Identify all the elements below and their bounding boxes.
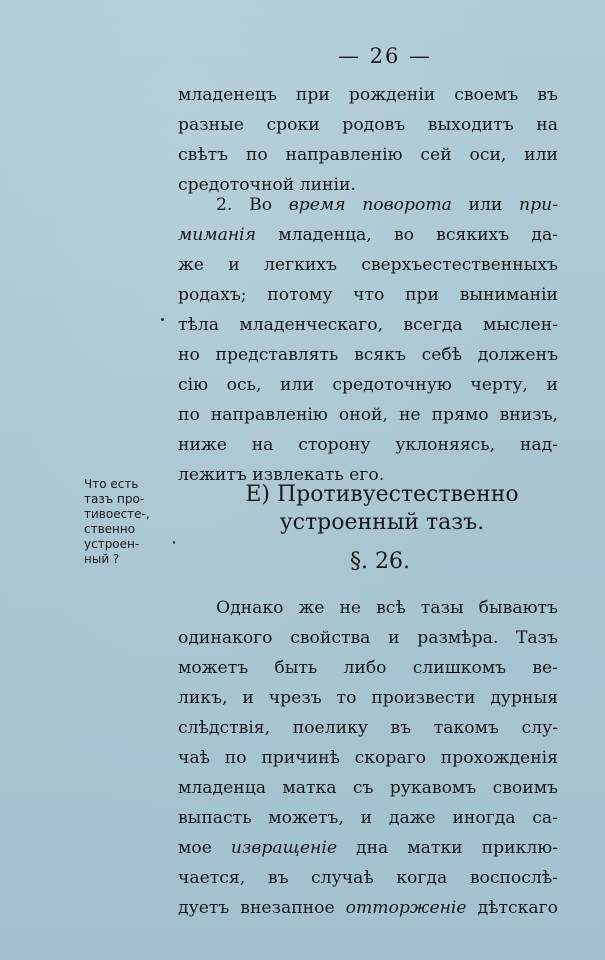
section-heading: Е) Противуестественно [245, 482, 519, 507]
text-line: одинакого свойства и размѣра. Тазъ [178, 628, 558, 648]
text-line: мое извращеніе дна матки приклю- [178, 838, 559, 858]
text-line: чаѣ по причинѣ скораго прохожденія [178, 748, 558, 768]
text-line: ликъ, и чрезъ то произвести дурныя [178, 688, 558, 708]
text-line: можетъ быть либо слишкомъ ве- [178, 658, 558, 678]
emphasized-term: при- [519, 195, 558, 215]
section-body [178, 593, 558, 923]
text-line: младенецъ при рожденіи своемъ въ [178, 85, 558, 105]
text-line: но представлять всякъ себѣ долженъ [178, 345, 558, 365]
text-line: миманія младенца, во всякихъ да- [178, 225, 558, 245]
text-line: 2. Во время поворота или при- [216, 195, 558, 215]
text-line: свѣтъ по направленію сей оси, или [178, 145, 558, 165]
margin-note-line: тазъ про- [84, 492, 145, 506]
text-line: ниже на сторону уклоняясь, над- [178, 435, 558, 455]
margin-note-line: тивоесте-, [84, 507, 150, 521]
margin-note-line: устроен- [84, 537, 140, 551]
margin-note-line: ный ? [84, 552, 120, 566]
margin-note-line: ственно [84, 522, 136, 536]
emphasized-term: извращеніе [230, 838, 337, 858]
paragraph-continued [178, 80, 558, 200]
page-number: — 26 — [337, 44, 433, 68]
numbered-point-2 [178, 190, 558, 490]
print-speck [173, 541, 175, 544]
section-number: §. 26. [350, 549, 410, 574]
margin-note-line: Что есть [84, 477, 139, 491]
text-line: же и легкихъ сверхъестественныхъ [178, 255, 558, 275]
text-line: разные сроки родовъ выходитъ на [178, 115, 558, 135]
text-line: выпасть можетъ, и даже иногда са- [178, 808, 558, 828]
text-line: средоточной линіи. [178, 175, 356, 195]
text-line: по направленію оной, не прямо внизъ, [178, 405, 558, 425]
text-line: лежитъ извлекать его. [178, 465, 385, 485]
text-line: родахъ; потому что при выниманіи [178, 285, 558, 305]
text-line: дуетъ внезапное отторженіе дѣтскаго [178, 898, 559, 918]
section-heading-continued: устроенный тазъ. [279, 510, 485, 535]
text-line: тѣла младенческаго, всегда мыслен- [178, 315, 558, 335]
emphasized-term: отторженіе [345, 898, 467, 918]
print-speck [161, 318, 164, 321]
margin-note [84, 477, 176, 567]
text-line: Однако же не всѣ тазы бываютъ [216, 598, 558, 618]
text-line: младенца матка съ рукавомъ своимъ [178, 778, 558, 798]
emphasized-term: миманія [178, 225, 257, 245]
text-line: сію ось, или средоточную черту, и [178, 375, 558, 395]
text-line: чается, въ случаѣ когда воспослѣ- [178, 868, 558, 888]
text-line: слѣдствія, поелику въ такомъ слу- [178, 718, 558, 738]
emphasized-term: время поворота [288, 195, 452, 215]
